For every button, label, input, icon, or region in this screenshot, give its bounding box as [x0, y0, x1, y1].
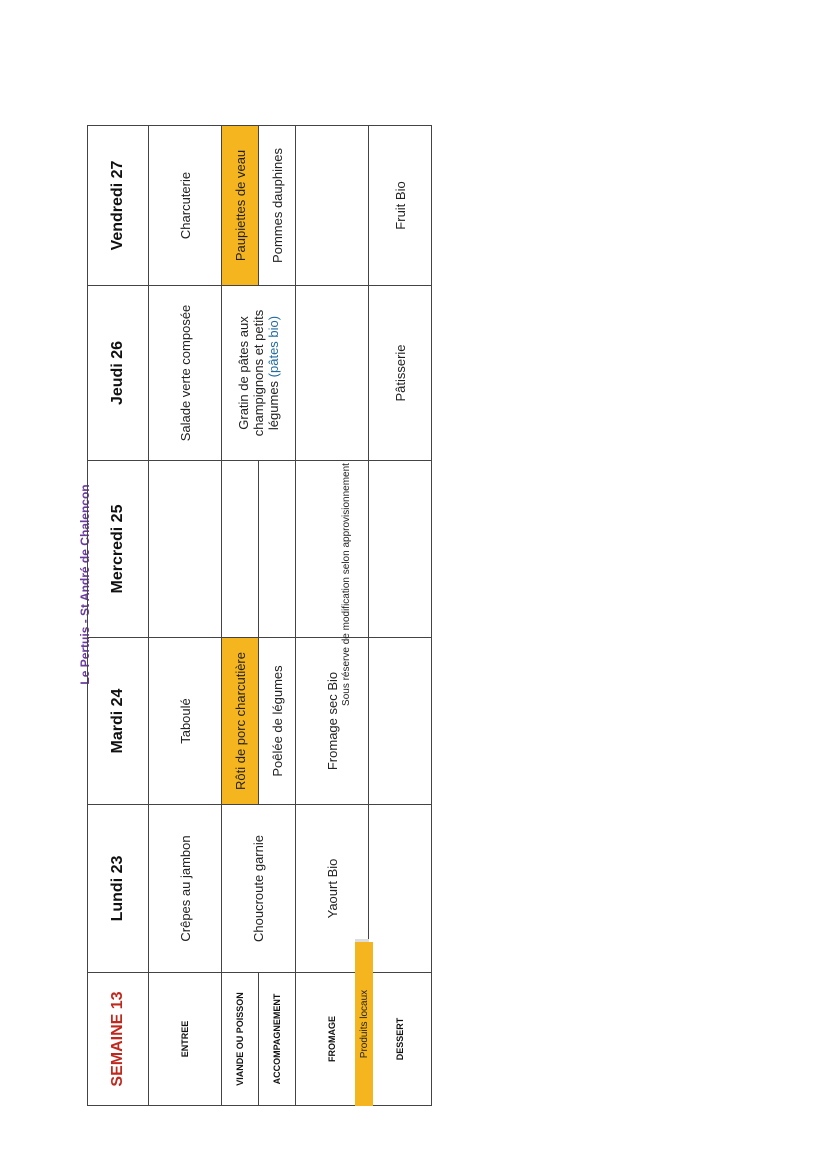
cell-dessert-mercredi — [369, 461, 432, 638]
row-label-dessert: DESSERT — [369, 973, 432, 1106]
cell-viande-mardi: Rôti de porc charcutière — [222, 638, 259, 805]
cell-entree-lundi: Crêpes au jambon — [149, 805, 222, 973]
page-title: Le Pertuis - St André de Chalencon — [78, 484, 92, 685]
day-header-lundi: Lundi 23 — [88, 805, 149, 973]
cell-fromage-jeudi — [296, 286, 369, 461]
cell-dessert-vendredi: Fruit Bio — [369, 126, 432, 286]
cell-viande-jeudi — [222, 286, 296, 461]
day-header-mardi: Mardi 24 — [88, 638, 149, 805]
cell-accompagnement-mercredi — [259, 461, 296, 638]
row-label-fromage: FROMAGE — [296, 973, 369, 1106]
cell-fromage-mercredi — [296, 461, 369, 638]
cell-accompagnement-mardi: Poêlée de légumes — [259, 638, 296, 805]
supply-disclaimer: Sous réserve de modification selon approvisionnement — [341, 463, 352, 706]
jeudi-plat-text: Gratin de pâtes aux champignons et petits légumes — [236, 309, 281, 437]
cell-fromage-mardi: Fromage sec Bio — [296, 638, 369, 805]
cell-entree-mercredi — [149, 461, 222, 638]
cell-fromage-lundi: Yaourt Bio — [296, 805, 369, 973]
legend-divider — [355, 939, 369, 942]
cell-viande-lundi: Choucroute garnie — [222, 805, 296, 973]
row-label-entree: ENTREE — [149, 973, 222, 1106]
cell-accompagnement-vendredi: Pommes dauphines — [259, 126, 296, 286]
row-label-viande: VIANDE OU POISSON — [222, 973, 259, 1106]
cell-entree-jeudi: Salade verte composée — [149, 286, 222, 461]
jeudi-bio-note: (pâtes bio) — [266, 315, 281, 378]
table-row-dessert — [369, 126, 432, 1106]
day-header-jeudi: Jeudi 26 — [88, 286, 149, 461]
legend-produits-locaux: Produits locaux — [355, 942, 373, 1106]
table-row-viande — [222, 126, 259, 1106]
cell-entree-mardi: Taboulé — [149, 638, 222, 805]
row-label-accompagnement: ACCOMPAGNEMENT — [259, 973, 296, 1106]
cell-dessert-lundi — [369, 805, 432, 973]
cell-dessert-jeudi: Pâtisserie — [369, 286, 432, 461]
table-row-entree — [149, 126, 222, 1106]
cell-entree-vendredi: Charcuterie — [149, 126, 222, 286]
week-label: SEMAINE 13 — [88, 973, 149, 1106]
cell-viande-mercredi — [222, 461, 259, 638]
cell-fromage-vendredi — [296, 126, 369, 286]
cell-viande-vendredi: Paupiettes de veau — [222, 126, 259, 286]
day-header-mercredi: Mercredi 25 — [88, 461, 149, 638]
table-header-row — [88, 126, 149, 1106]
cell-dessert-mardi — [369, 638, 432, 805]
menu-table — [87, 125, 432, 1106]
day-header-vendredi: Vendredi 27 — [88, 126, 149, 286]
